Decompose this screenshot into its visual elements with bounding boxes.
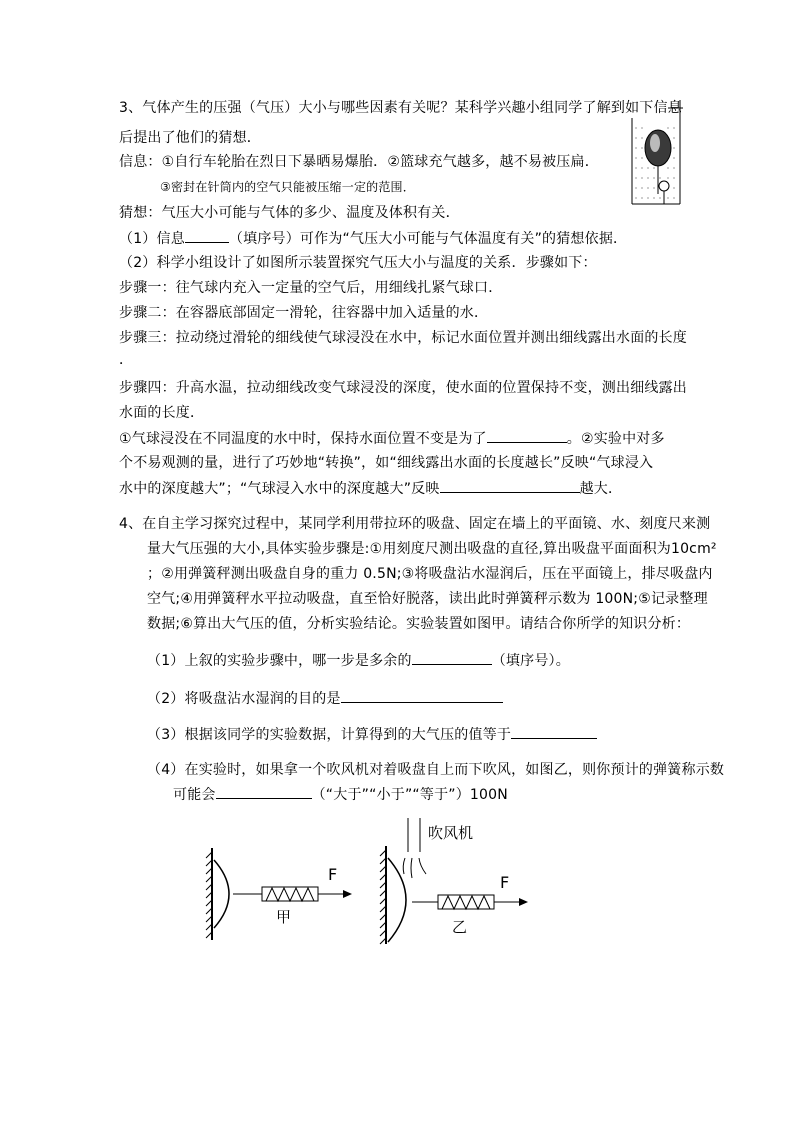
balloon-highlight <box>650 134 660 152</box>
label-jia: 甲 <box>276 908 292 926</box>
blower-nozzle <box>408 818 420 852</box>
airflow-lines <box>403 858 426 878</box>
q4-sub1 <box>147 650 570 671</box>
q4-sub3 <box>147 724 597 745</box>
q4-sub4-line2 <box>173 784 508 805</box>
answer-blank-compare[interactable] <box>216 784 312 799</box>
q4-line2: 量大气压强的大小,具体实验步骤是:①用刻度尺测出吸盘的直径,算出吸盘平面面积为10cm² <box>147 541 717 557</box>
q4-sub3-prefix: （3）根据该同学的实验数据，计算得到的大气压的值等于 <box>147 727 512 743</box>
force-label-jia: F <box>328 865 338 884</box>
q4-sub4-prefix: 可能会 <box>173 787 216 803</box>
q3-title-line2: 后提出了他们的猜想． <box>119 130 261 146</box>
force-label-yi: F <box>500 873 510 892</box>
q3-question-a: ①气球浸没在不同温度的水中时，保持水面位置不变是为了 <box>119 431 487 447</box>
q3-info-line1: 信息：①自行车轮胎在烈日下暴晒易爆胎．②篮球充气越多，越不易被压扁． <box>119 154 599 170</box>
answer-blank-purpose[interactable] <box>487 428 567 443</box>
q3-part2: （2）科学小组设计了如图所示装置探究气压大小与温度的关系．步骤如下： <box>119 255 597 271</box>
q3-part1-prefix: （1）信息 <box>119 231 185 247</box>
answer-blank-wet-purpose[interactable] <box>341 688 503 703</box>
q3-step4-line2: 水面的长度． <box>119 405 205 421</box>
q3-question-b: 。②实验中对多 <box>566 431 665 447</box>
q3-info-line2: ③密封在针筒内的空气只能被压缩一定的范围． <box>160 180 415 194</box>
q3-guess: 猜想：气压大小可能与气体的多少、温度及体积有关． <box>119 205 460 221</box>
force-arrow-yi <box>519 898 528 906</box>
spring-scale-jia <box>262 887 318 901</box>
q3-step1: 步骤一：往气球内充入一定量的空气后，用细线扎紧气球口． <box>119 280 503 296</box>
q4-line3: ；②用弹簧秤测出吸盘自身的重力 0.5N;③将吸盘沾水湿润后，压在平面镜上，排尽吸盘内 <box>147 566 713 582</box>
q4-sub2 <box>147 688 503 709</box>
pulley <box>659 181 669 191</box>
q4-sub2-prefix: （2）将吸盘沾水湿润的目的是 <box>147 691 341 707</box>
answer-blank-reflect[interactable] <box>440 478 580 493</box>
figure-yi <box>380 818 528 944</box>
spring-scale-yi <box>438 895 494 909</box>
blower-label: 吹风机 <box>428 824 474 842</box>
answer-blank-info[interactable] <box>185 228 229 243</box>
label-yi: 乙 <box>452 918 468 936</box>
answer-blank-pressure[interactable] <box>511 724 597 739</box>
q3-question-d: 水中的深度越大”；“气球浸入水中的深度越大”反映 <box>119 481 440 497</box>
q3-question-e: 越大． <box>579 481 623 497</box>
q4-sub1-prefix: （1）上叙的实验步骤中，哪一步是多余的 <box>147 653 412 669</box>
figure-jia <box>206 848 352 940</box>
q3-question-line2: 个不易观测的量，进行了巧妙地“转换”，如“细线露出水面的长度越长”反映“气球浸入 <box>119 455 654 471</box>
answer-blank-redundant-step[interactable] <box>412 650 492 665</box>
balloon-apparatus-figure <box>628 98 684 206</box>
q3-part1 <box>119 228 627 249</box>
q3-title-line1: 3、气体产生的压强（气压）大小与哪些因素有关呢？某科学兴趣小组同学了解到如下信息 <box>119 100 682 116</box>
q4-sub1-suffix: （填序号）。 <box>491 653 570 669</box>
q3-part1-suffix: （填序号）可作为“气压大小可能与气体温度有关”的猜想依据． <box>228 231 628 247</box>
q4-line1: 4、在自主学习探究过程中，某同学利用带拉环的吸盘、固定在墙上的平面镜、水、刻度尺来测 <box>119 516 711 532</box>
q3-step2: 步骤二：在容器底部固定一滑轮，往容器中加入适量的水． <box>119 305 489 321</box>
q3-question-line1 <box>119 428 665 449</box>
q4-line5: 数据;⑥算出大气压的值，分析实验结论。实验装置如图甲。请结合你所学的知识分析： <box>147 616 691 632</box>
q3-question-line3 <box>119 478 622 499</box>
q3-step3-end: ． <box>119 352 134 368</box>
suction-cup-figure <box>200 818 540 950</box>
q3-step4-line1: 步骤四：升高水温，拉动细线改变气球浸没的深度，使水面的位置保持不变，测出细线露出 <box>119 380 687 396</box>
q3-step3: 步骤三：拉动绕过滑轮的细线使气球浸没在水中，标记水面位置并测出细线露出水面的长度 <box>119 330 687 346</box>
force-arrow-jia <box>343 890 352 898</box>
q4-sub4-suffix: （“大于”“小于”“等于”）100N <box>311 787 508 803</box>
suction-cup-jia <box>214 860 229 928</box>
q4-sub4-line1: （4）在实验时，如果拿一个吹风机对着吸盘自上而下吹风，如图乙，则你预计的弹簧称示数 <box>147 762 725 778</box>
q4-line4: 空气;④用弹簧秤水平拉动吸盘，直至恰好脱落，读出此时弹簧秤示数为 100N;⑤记录整理 <box>147 591 708 607</box>
